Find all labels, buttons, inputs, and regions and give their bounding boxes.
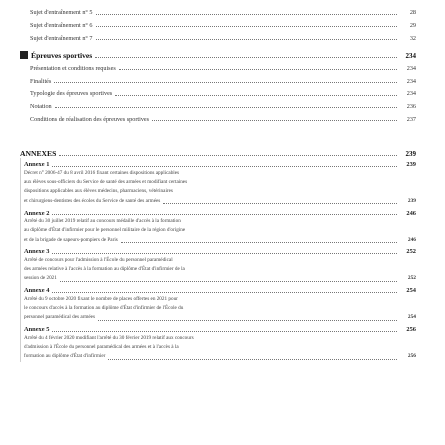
page-number: 28 — [409, 9, 416, 17]
annex-entry[interactable]: Annexe 1 239 — [24, 161, 416, 169]
page-number: 239 — [405, 149, 416, 158]
annex-list — [20, 158, 416, 362]
toc-entry[interactable]: Sujet d'entraînement n° 5 28 — [30, 9, 416, 17]
page-number: 234 — [406, 90, 416, 98]
annex-entry[interactable]: Annexe 4 254 — [24, 287, 416, 295]
toc-entry[interactable]: Typologie des épreuves sportives 234 — [30, 90, 416, 98]
page-number: 239 — [406, 161, 416, 169]
toc-entry[interactable]: Notation 236 — [30, 102, 416, 110]
toc-entry[interactable]: Sujet d'entraînement n° 6 29 — [30, 21, 416, 29]
annex-description: Arrêté de concours pour l'admission à l'École du personnel paramédical des armées relative à l'accès à la formation au diplôme d'État d'infirmier de la session de 2021 252 — [21, 256, 416, 284]
table-of-contents — [20, 4, 416, 362]
toc-entry[interactable]: Sujet d'entraînement n° 7 32 — [30, 34, 416, 42]
annex-description: Décret n° 2006-47 du 8 avril 2016 fixant certaines dispositions applicables aux élèves sous-officiers du Service de santé des armées et modifiant certaines dispositions applicables aux élèves médecins, pharmaciens, vétérinaires et chirurgiens-dentistes des écoles du Service de santé des armées 239 — [21, 169, 416, 206]
toc-entry[interactable]: Présentation et conditions requises 234 — [30, 65, 416, 73]
toc-entry[interactable]: Finalités 234 — [30, 77, 416, 85]
section-heading[interactable]: Épreuves sportives 234 — [20, 46, 416, 60]
annex-entry[interactable]: Annexe 3 252 — [24, 248, 416, 256]
annex-entry[interactable]: Annexe 2 246 — [24, 209, 416, 217]
page-number: 246 — [406, 209, 416, 217]
top-entries — [20, 4, 416, 42]
page-number: 234 — [406, 65, 416, 73]
page-number: 254 — [407, 314, 416, 321]
page-number: 256 — [407, 353, 416, 360]
page-number: 246 — [407, 236, 416, 243]
page-number: 239 — [407, 197, 416, 204]
page-number: 252 — [406, 248, 416, 256]
page-number: 254 — [406, 287, 416, 295]
section-square-icon — [20, 51, 28, 59]
page-number: 29 — [409, 21, 416, 29]
page-number: 237 — [406, 115, 416, 123]
page-number: 256 — [406, 326, 416, 334]
page-number: 234 — [405, 51, 416, 60]
section-entries — [20, 60, 416, 123]
page-number: 32 — [409, 34, 416, 42]
annexes-heading[interactable]: ANNEXES 239 — [20, 149, 416, 159]
annex-description: Arrêté du 4 février 2020 modifiant l'arrêté du 30 février 2019 relatif aux concours d'admission à l'École du personnel paramédical des armées et à l'accès à la formation au diplôme d'État d'infirmier 256 — [21, 334, 416, 362]
page-number: 236 — [406, 102, 416, 110]
page-number: 234 — [406, 77, 416, 85]
annex-description: Arrêté du 9 octobre 2020 fixant le nombre de places offertes en 2021 pour le concours d'accès à la formation au diplôme d'État d'infirmier de l'École du personnel paramédical des armées 254 — [21, 295, 416, 323]
annex-description: Arrêté du 30 juillet 2019 relatif au concours médaille d'accès à la formation au diplôme d'État d'infirmier pour le personnel militaire de la région d'origine et de la brigade de sapeurs-pompiers de Paris 246 — [21, 217, 416, 245]
annex-entry[interactable]: Annexe 5 256 — [24, 326, 416, 334]
page-number: 252 — [407, 275, 416, 282]
toc-entry[interactable]: Conditions de réalisation des épreuves sportives 237 — [30, 115, 416, 123]
